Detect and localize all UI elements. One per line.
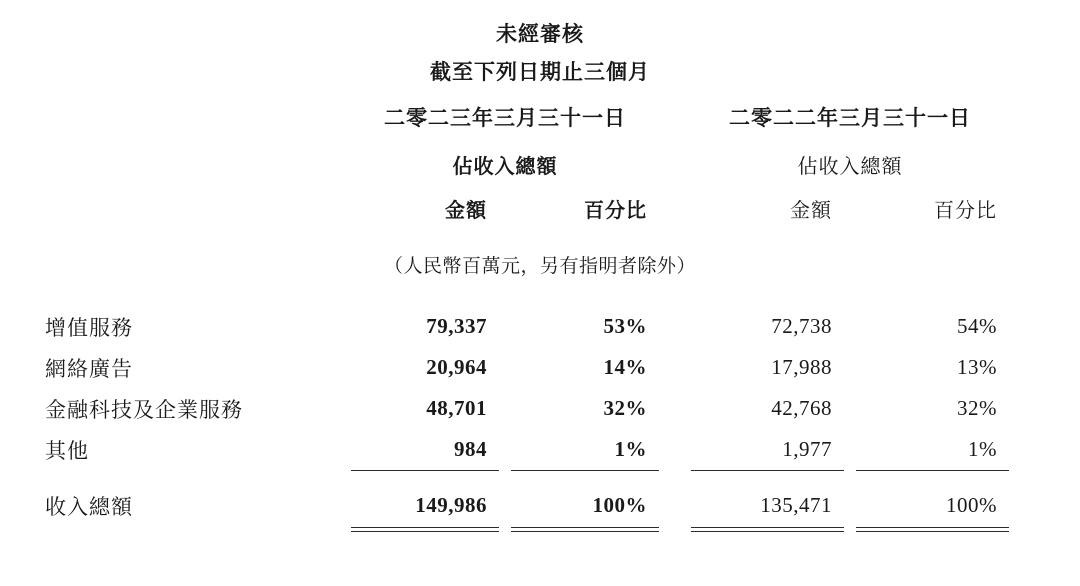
row-amount-current: 79,337	[426, 314, 487, 338]
column-header-previous-date: 二零二二年三月三十一日	[729, 106, 971, 130]
column-header-pct-of-revenue-previous: 佔收入總額	[797, 156, 903, 178]
pct-header-pad	[1015, 150, 1080, 194]
total-percent-current: 100%	[592, 493, 647, 517]
row-amount-current: 20,964	[426, 355, 487, 379]
total-label: 收入總額	[45, 494, 133, 519]
row-gap	[665, 306, 685, 347]
unit-note-row	[0, 229, 1080, 288]
total-gap-row	[0, 471, 1080, 485]
row-gap	[665, 429, 685, 470]
column-header-pct-of-revenue-current: 佔收入總額	[452, 156, 558, 178]
table-headings	[0, 0, 1080, 83]
total-gap-cell	[665, 485, 685, 526]
spacer-cell	[0, 471, 1080, 485]
revenue-breakdown-table	[0, 102, 1080, 532]
row-amount-current: 48,701	[426, 396, 487, 420]
date-header-row	[0, 102, 1080, 150]
row-label: 金融科技及企業服務	[45, 397, 243, 422]
column-header-amount-previous: 金額	[790, 200, 832, 222]
row-amount-previous: 1,977	[782, 437, 832, 461]
row-percent-current: 14%	[603, 355, 647, 379]
pct-header-row	[0, 150, 1080, 194]
pct-header-gap	[665, 150, 685, 194]
pct-header-spacer	[0, 150, 345, 194]
subcolumn-header-row	[0, 194, 1080, 229]
date-header-pad	[1015, 102, 1080, 150]
row-pad	[1015, 388, 1080, 429]
heading-period: 截至下列日期止三個月	[430, 60, 650, 84]
row-percent-current: 53%	[603, 314, 647, 338]
total-pad	[1015, 485, 1080, 526]
total-percent-previous: 100%	[946, 493, 997, 517]
row-percent-current: 1%	[614, 437, 647, 461]
row-pad	[1015, 347, 1080, 388]
table-row	[0, 388, 1080, 429]
row-percent-previous: 54%	[957, 314, 997, 338]
dbl-rule-amount-current	[345, 526, 505, 532]
row-amount-previous: 42,768	[771, 396, 832, 420]
table-row	[0, 347, 1080, 388]
table-row	[0, 306, 1080, 347]
row-label: 增值服務	[45, 315, 133, 340]
dbl-rule-percent-current	[505, 526, 665, 532]
heading-unaudited: 未經審核	[496, 22, 584, 46]
subheader-pad	[1015, 194, 1080, 229]
subheader-spacer	[0, 194, 345, 229]
row-pad	[1015, 306, 1080, 347]
row-percent-previous: 13%	[957, 355, 997, 379]
date-header-gap	[665, 102, 685, 150]
row-percent-previous: 32%	[957, 396, 997, 420]
total-amount-current: 149,986	[415, 493, 487, 517]
column-header-percent-previous: 百分比	[934, 200, 997, 222]
row-amount-previous: 17,988	[771, 355, 832, 379]
row-amount-current: 984	[454, 437, 487, 461]
spacer-cell	[0, 288, 1080, 306]
dbl-rule-amount-previous	[685, 526, 850, 532]
dbl-rule-pad	[1015, 526, 1080, 532]
row-amount-previous: 72,738	[771, 314, 832, 338]
table-row	[0, 429, 1080, 470]
total-double-rule-row	[0, 526, 1080, 532]
column-header-percent-current: 百分比	[584, 200, 647, 222]
date-header-spacer	[0, 102, 345, 150]
subheader-gap	[665, 194, 685, 229]
row-label: 網絡廣告	[45, 356, 133, 381]
dbl-rule-gap	[665, 526, 685, 532]
header-body-spacer	[0, 288, 1080, 306]
row-percent-previous: 1%	[968, 437, 997, 461]
row-gap	[665, 347, 685, 388]
unit-note: （人民幣百萬元，另有指明者除外）	[383, 256, 696, 277]
row-label: 其他	[45, 438, 89, 463]
row-percent-current: 32%	[603, 396, 647, 420]
dbl-rule-spacer	[0, 526, 345, 532]
column-header-current-date: 二零二三年三月三十一日	[384, 106, 626, 130]
total-row	[0, 485, 1080, 526]
dbl-rule-percent-previous	[850, 526, 1015, 532]
row-gap	[665, 388, 685, 429]
column-header-amount-current: 金額	[445, 200, 487, 222]
total-amount-previous: 135,471	[760, 493, 832, 517]
row-pad	[1015, 429, 1080, 470]
